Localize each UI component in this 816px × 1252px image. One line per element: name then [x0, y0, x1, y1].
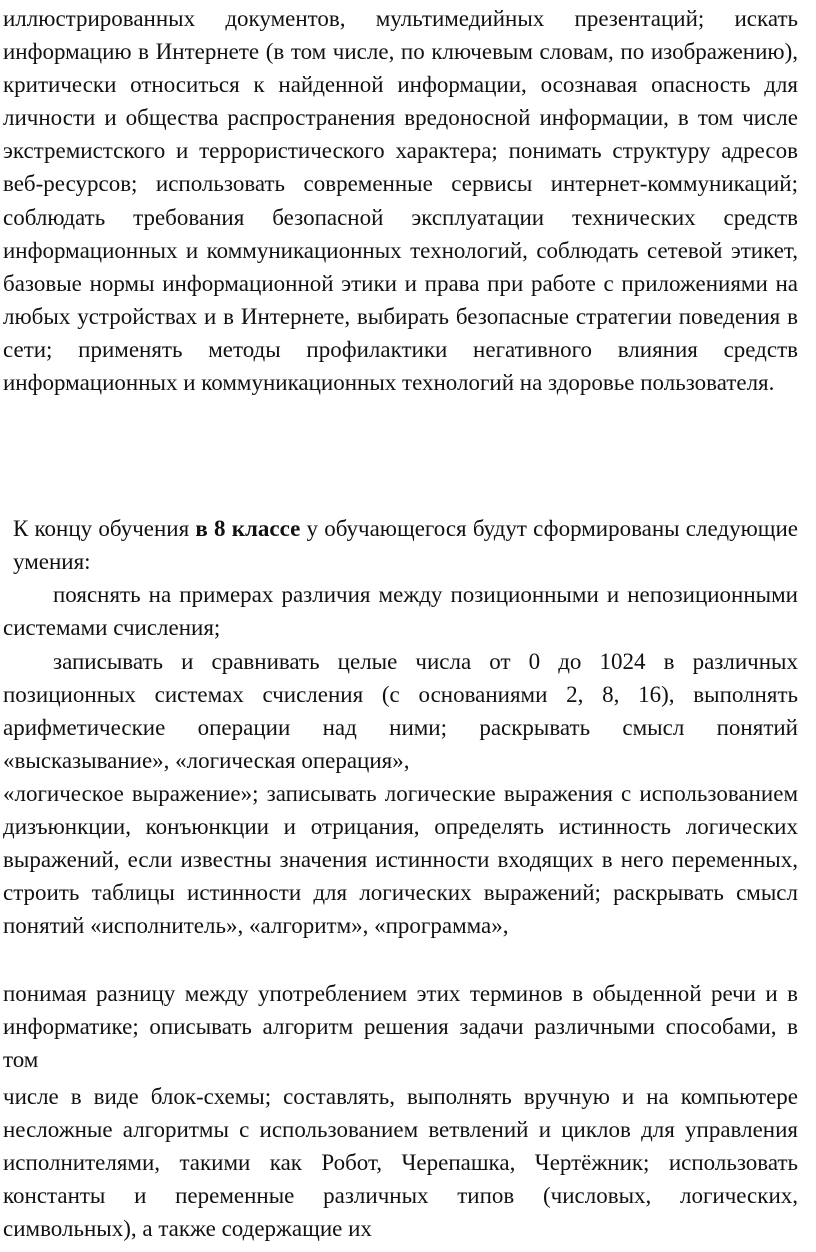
- paragraph-algorithms: числе в виде блок-схемы; составлять, выполнять вручную и на компьютере несложные алгоритмы с использованием ветвлений и циклов для управления исполнителями, такими как Робот, Черепашка, Чертёжник; использовать константы и переменные различных типов (числовых, логических, символьных), а также содержащие их: [3, 1084, 798, 1242]
- paragraph-logic-expressions: «логическое выражение»; записывать логические выражения с использованием дизъюнкции, конъюнкции и отрицания, определять истинность логических выражений, если известны значения истинности входящих в него переменных, строить таблицы истинности для логических выражений; раскрывать смысл понятий «исполнитель», «алгоритм», «программа»,: [3, 781, 798, 939]
- paragraph-number-systems: пояснять на примерах различия между позиционными и непозиционными системами счисления;: [3, 582, 798, 641]
- paragraph-ict-skills: иллюстрированных документов, мультимедийных презентаций; искать информацию в Интернете (в том числе, по ключевым словам, по изображению), критически относиться к найденной информации, осознавая опасность для личности и общества распространения вредоносной информации, в том числе экстремистского и террористического характера; понимать структуру адресов веб-ресурсов; использовать современные сервисы интернет-коммуникаций; соблюдать требования безопасной эксплуатации технических средств информационных и коммуникационных технологий, соблюдать сетевой этикет, базовые нормы информационной этики и права при работе с приложениями на любых устройствах и в Интернете, выбирать безопасные стратегии поведения в сети; применять методы профилактики негативного влияния средств информационных и коммуникационных технологий на здоровье пользователя.: [3, 6, 798, 396]
- paragraph-terms-difference: понимая разницу между употреблением этих терминов в обыденной речи и в информатике; описывать алгоритм решения задачи различными способами, в том: [3, 981, 798, 1073]
- intro-text-start: К концу обучения: [13, 516, 196, 541]
- intro-grade-bold: в 8 классе: [195, 516, 301, 541]
- intro-text-end: у обучающегося будут сформированы следующие умения:: [13, 516, 799, 575]
- paragraph-grade-8-intro: [10, 512, 816, 578]
- paragraph-integer-numbers: записывать и сравнивать целые числа от 0 до 1024 в различных позиционных системах счисления (с основаниями 2, 8, 16), выполнять арифметические операции над ними; раскрывать смысл понятий «высказывание», «логическая операция»,: [3, 649, 798, 774]
